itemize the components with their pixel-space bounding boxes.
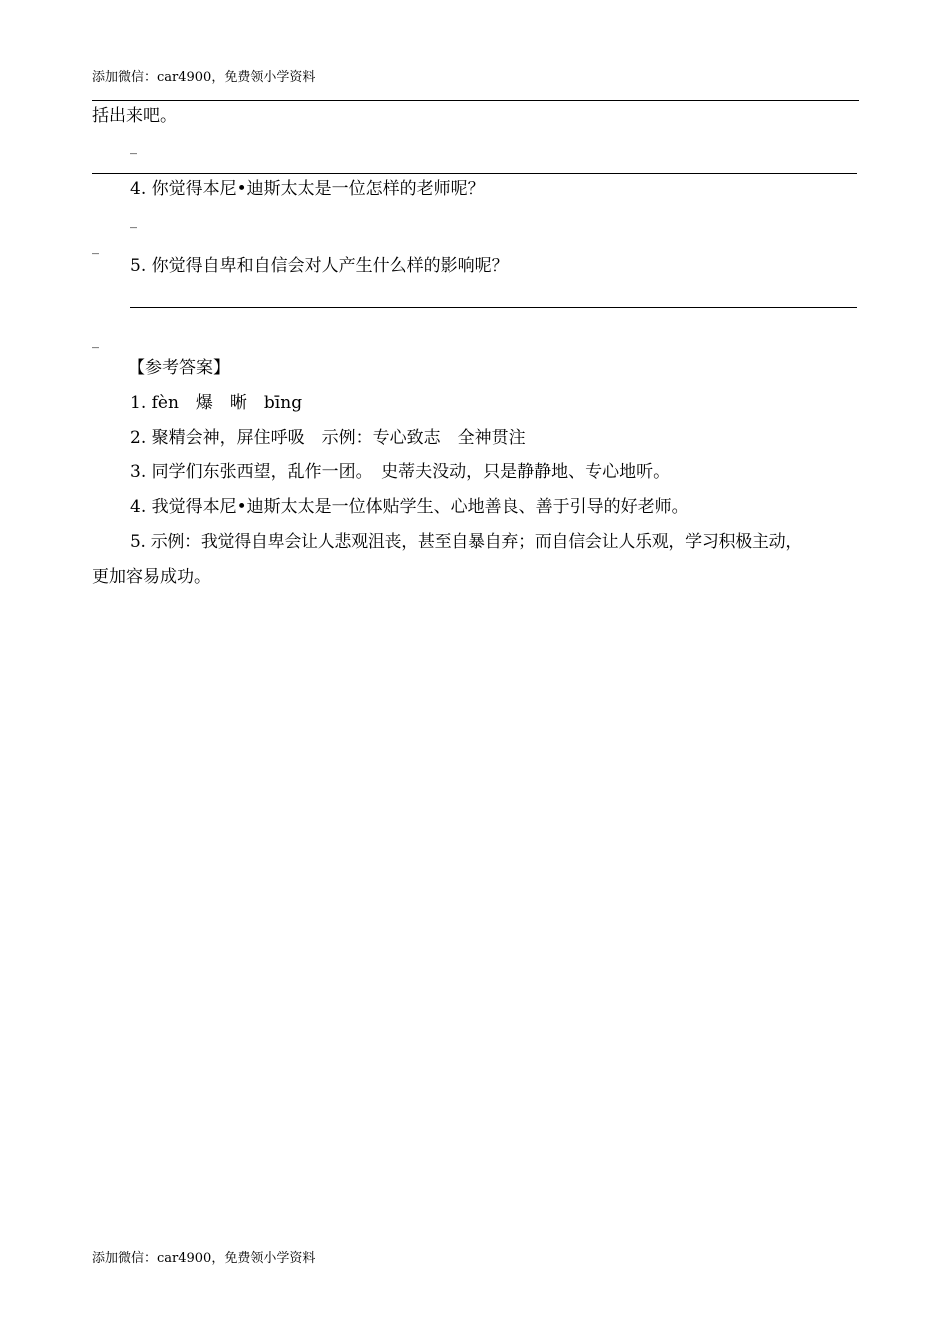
answers-heading: 【参考答案】: [128, 358, 230, 378]
question-5: 5. 你觉得自卑和自信会对人产生什么样的影响呢？: [130, 256, 509, 276]
answer-rule-1: [92, 100, 859, 101]
answer-3: 3. 同学们东张西望，乱作一团。 史蒂夫没动，只是静静地、专心地听。: [130, 462, 671, 482]
answer-rule-2: [92, 173, 857, 174]
answer-rule-3: [130, 307, 857, 308]
answer-2: 2. 聚精会神，屏住呼吸 示例：专心致志 全神贯注: [130, 428, 526, 448]
blank-mark-2: _: [130, 213, 137, 229]
blank-mark-4: _: [92, 333, 99, 349]
blank-mark-1: _: [130, 139, 137, 155]
answer-5-line-2: 更加容易成功。: [92, 567, 211, 587]
blank-mark-3: _: [92, 239, 99, 255]
question-3-tail: 括出来吧。: [92, 106, 177, 126]
question-4: 4. 你觉得本尼•迪斯太太是一位怎样的老师呢？: [130, 179, 485, 199]
page-header-note: 添加微信：car4900，免费领小学资料: [92, 70, 316, 85]
page-footer-note: 添加微信：car4900，免费领小学资料: [92, 1251, 316, 1266]
answer-5-line-1: 5. 示例：我觉得自卑会让人悲观沮丧，甚至自暴自弃；而自信会让人乐观，学习积极主动，: [130, 532, 803, 552]
answer-4: 4. 我觉得本尼•迪斯太太是一位体贴学生、心地善良、善于引导的好老师。: [130, 497, 689, 517]
answer-1: 1. fèn 爆 晰 bīng: [130, 393, 303, 413]
